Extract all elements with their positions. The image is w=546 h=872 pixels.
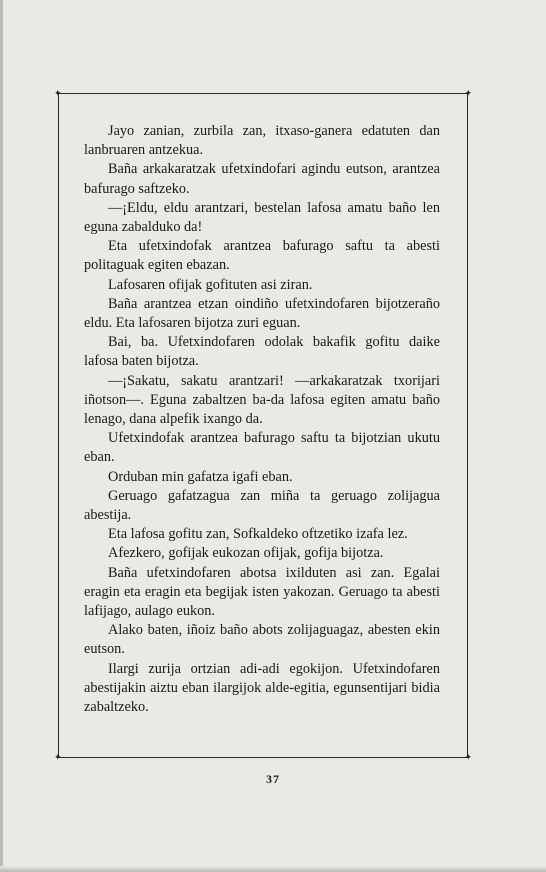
corner-ornament-icon: ✦: [464, 88, 472, 98]
paragraph: —¡Eldu, eldu arantzari, bestelan lafosa amatu baño len eguna zabalduko da!: [84, 199, 440, 236]
corner-ornament-icon: ✦: [464, 752, 472, 762]
paragraph: Eta lafosa gofitu zan, Sofkaldeko oftzetiko izafa lez.: [108, 526, 408, 543]
paragraph: Orduban min gafatza igafi eban.: [108, 468, 293, 485]
paragraph: —¡Sakatu, sakatu arantzari! —arkakaratzak txorijari iñotson—. Eguna zabaltzen ba-da lafosa egiten amatu baño lenago, dana alpefik ixango da.: [84, 372, 440, 428]
body-text: [84, 122, 440, 717]
paragraph: Bai, ba. Ufetxindofaren odolak bakafik gofitu daike lafosa baten bijotza.: [84, 334, 440, 370]
corner-ornament-icon: ✦: [54, 88, 62, 98]
paragraph: Baña ufetxindofaren abotsa ixilduten asi zan. Egalai eragin eta eragin eta begijak isten yakozan. Geruago ta abesti lafijago, aulago eukon.: [84, 564, 440, 620]
paragraph: Ufetxindofak arantzea bafurago saftu ta bijotzian ukutu eban.: [84, 430, 440, 466]
paragraph: Ilargi zurija ortzian adi-adi egokijon. Ufetxindofaren abestijakin aiztu eban ilargijok alde-egitia, egunsentijari bidia zabaltzeko.: [84, 660, 440, 716]
paragraph: Eta ufetxindofak arantzea bafurago saftu ta abesti politaguak egiten ebazan.: [84, 238, 440, 274]
paragraph: Geruago gafatzagua zan miña ta geruago zolijagua abestija.: [84, 487, 440, 524]
page-edge: [0, 0, 3, 872]
page-shadow: [0, 866, 546, 872]
paragraph: Lafosaren ofijak gofituten asi ziran.: [108, 276, 313, 293]
paragraph: Baña arkakaratzak ufetxindofari agindu eutson, arantzea bafurago saftzeko.: [84, 161, 440, 197]
paragraph: Baña arantzea etzan oindiño ufetxindofaren bijotzeraño eldu. Eta lafosaren bijotza zuri eguan.: [84, 295, 440, 332]
paragraph: Afezkero, gofijak eukozan ofijak, gofija bijotza.: [108, 545, 384, 562]
corner-ornament-icon: ✦: [54, 752, 62, 762]
paragraph: Jayo zanian, zurbila zan, itxaso-ganera edatuten dan lanbruaren antzekua.: [84, 123, 440, 159]
page-number: 37: [266, 772, 280, 786]
paragraph: Alako baten, iñoiz baño abots zolijaguagaz, abesten ekin eutson.: [84, 622, 440, 658]
